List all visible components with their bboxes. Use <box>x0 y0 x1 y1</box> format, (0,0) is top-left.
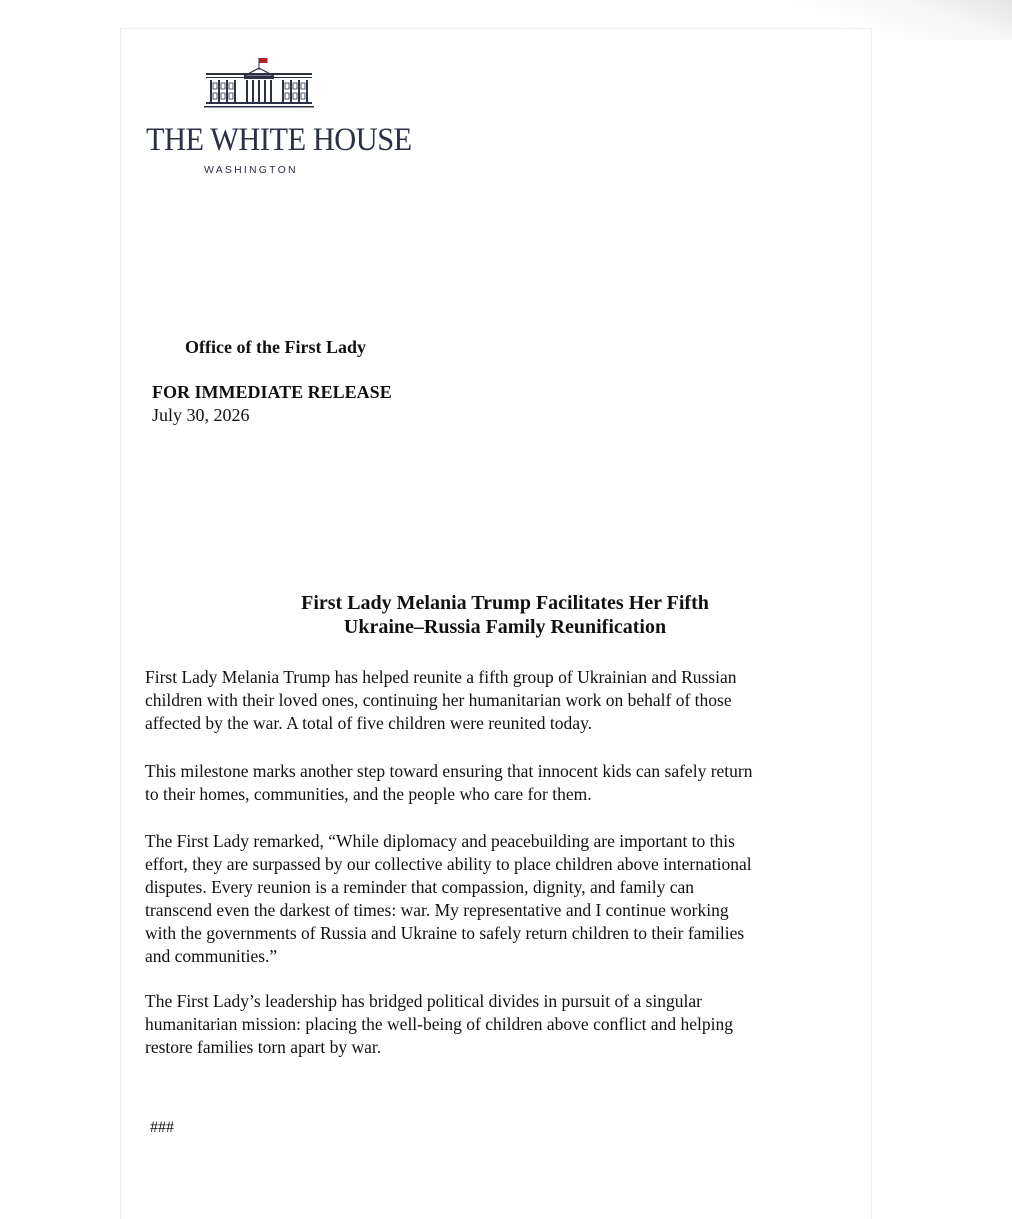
headline-line: Ukraine–Russia Family Reunification <box>343 616 667 638</box>
page-corner-shadow <box>772 0 1012 40</box>
release-label: FOR IMMEDIATE RELEASE <box>152 382 392 402</box>
headline-line: First Lady Melania Trump Facilitates Her Fifth <box>301 592 709 614</box>
paragraph-line: This milestone marks another step toward ensuring that innocent kids can safely return <box>145 761 753 781</box>
white-house-building-icon <box>204 56 314 110</box>
paragraph-line: humanitarian mission: placing the well-being of children above conflict and helping <box>145 1014 734 1034</box>
office-name: Office of the First Lady <box>185 337 366 357</box>
body-paragraph <box>145 666 865 735</box>
paragraph-line: and communities.” <box>145 946 278 966</box>
letterhead-subtitle: WASHINGTON <box>204 164 298 176</box>
paragraph-line: with the governments of Russia and Ukraine to safely return children to their families <box>145 923 745 943</box>
end-mark: ### <box>150 1119 174 1136</box>
paragraph-line: disputes. Every reunion is a reminder that compassion, dignity, and family can <box>145 877 695 897</box>
body-paragraph <box>145 990 865 1059</box>
paragraph-line: The First Lady’s leadership has bridged political divides in pursuit of a singular <box>145 991 702 1011</box>
paragraph-line: children with their loved ones, continuing her humanitarian work on behalf of those <box>145 690 732 710</box>
letterhead-title: THE WHITE HOUSE <box>146 122 412 158</box>
paragraph-line: effort, they are surpassed by our collective ability to place children above international <box>145 854 752 874</box>
paragraph-line: to their homes, communities, and the people who care for them. <box>145 784 592 804</box>
body-paragraph <box>145 760 865 806</box>
body-paragraph <box>145 830 865 968</box>
paragraph-line: restore families torn apart by war. <box>145 1037 382 1057</box>
paragraph-line: First Lady Melania Trump has helped reunite a fifth group of Ukrainian and Russian <box>145 667 737 687</box>
release-date: July 30, 2026 <box>152 405 250 425</box>
headline <box>145 591 865 639</box>
paragraph-line: The First Lady remarked, “While diplomacy and peacebuilding are important to this <box>145 831 735 851</box>
paragraph-line: affected by the war. A total of five children were reunited today. <box>145 713 593 733</box>
paragraph-line: transcend even the darkest of times: war. My representative and I continue working <box>145 900 729 920</box>
